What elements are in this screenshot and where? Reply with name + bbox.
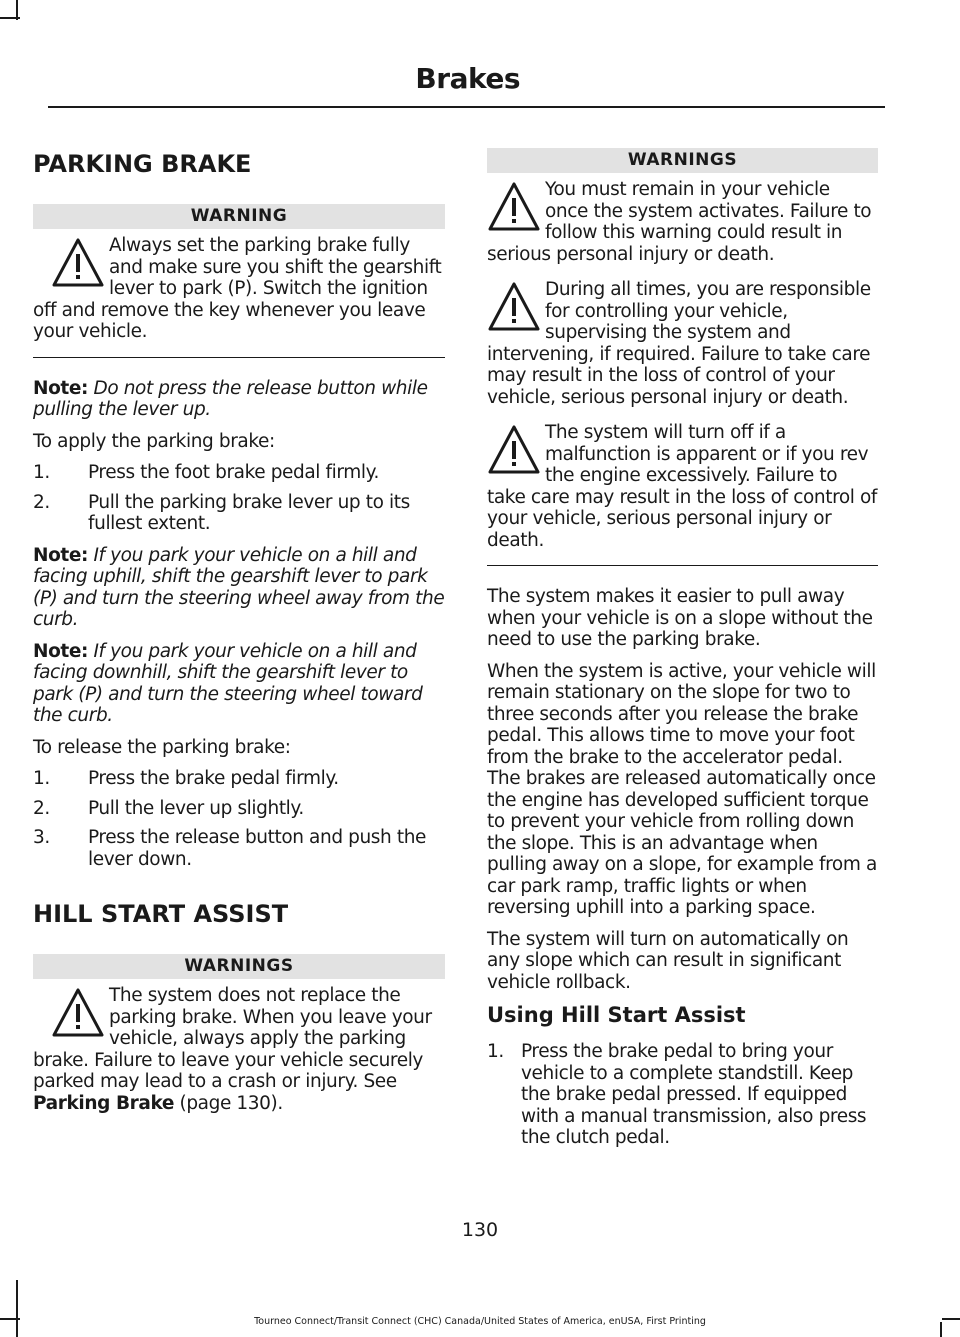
warning-text: You must remain in your vehicle once the system activates. Failure to follow this warning could result in serious personal injury or death.: [487, 179, 872, 265]
warning-text: Always set the parking brake fully and make sure you shift the gearshift lever to park (P). Switch the ignition off and remove the key whenever you leave your vehicle.: [33, 235, 442, 342]
using-hill-start-heading: Using Hill Start Assist: [487, 1003, 746, 1027]
warning-text: During all times, you are responsible for controlling your vehicle, supervising the system and intervening, if required. Failure to take care may result in the loss of control of your vehicle, serious personal injury or death.: [487, 279, 871, 408]
paragraph: When the system is active, your vehicle will remain stationary on the slope for two to three seconds after you release the brake pedal. This allows time to move your foot from the brake to the accelerator pedal. The brakes are released automatically once the engine has developed sufficient torque to prevent your vehicle from rolling down the slope. This is an advantage when pulling away on a slope, for example from a car park ramp, traffic lights or when reversing uphill into a parking space.: [487, 660, 877, 918]
header-rule: [48, 106, 885, 108]
page-number: 130: [461, 1219, 499, 1241]
warnings-band: WARNINGS: [487, 148, 878, 173]
note-text: If you park your vehicle on a hill and facing downhill, shift the gearshift lever to park (P) and turn the steering wheel toward the curb.: [33, 640, 423, 726]
warning-item: [487, 279, 878, 408]
note-text: Do not press the release button while pulling the lever up.: [33, 377, 428, 420]
warning-body: The system does not replace the parking brake. When you leave your vehicle, always apply the parking brake. Failure to leave your vehicle securely parked may lead to a crash or injury. See: [33, 985, 432, 1092]
footer-text: Tourneo Connect/Transit Connect (CHC) Canada/United States of America, enUSA, First Printing: [254, 1316, 706, 1327]
warning-triangle-icon: [487, 281, 541, 333]
note-label: Note:: [33, 377, 88, 399]
paragraph: The system will turn on automatically on any slope which can result in significant vehicle rollback.: [487, 928, 849, 993]
using-steps: [487, 1041, 878, 1149]
warnings-band: WARNINGS: [33, 954, 445, 979]
step-number: 3.: [33, 827, 50, 848]
warning-end-rule: [487, 565, 878, 566]
right-column: [487, 148, 878, 1159]
apply-intro: To apply the parking brake:: [33, 430, 275, 452]
list-item: [33, 768, 445, 790]
step-number: 1.: [33, 768, 50, 789]
paragraph: The system makes it easier to pull away when your vehicle is on a slope without the need to use the parking brake.: [487, 586, 873, 650]
note: [33, 545, 445, 631]
step-text: Press the brake pedal to bring your vehicle to a complete standstill. Keep the brake pedal pressed. If equipped with a manual transmission, also press the clutch pedal.: [521, 1041, 867, 1148]
hill-start-heading: HILL START ASSIST: [33, 900, 289, 928]
list-item: [487, 1041, 878, 1149]
step-number: 2.: [33, 491, 50, 513]
parking-brake-link[interactable]: Parking Brake: [33, 1092, 175, 1114]
list-item: [33, 492, 445, 535]
apply-steps: [33, 462, 445, 535]
release-steps: [33, 768, 445, 870]
warning-text: The system will turn off if a malfunction is apparent or if you rev the engine excessively. Failure to take care may result in the loss of control of your vehicle, serious personal injury or death.: [487, 422, 878, 551]
step-number: 2.: [33, 797, 50, 819]
list-item: [33, 462, 445, 484]
crop-mark: [0, 17, 20, 19]
warning-triangle-icon: [487, 424, 541, 476]
step-text: Press the foot brake pedal firmly.: [88, 462, 380, 483]
release-intro: To release the parking brake:: [33, 736, 291, 758]
warning-band: WARNING: [33, 204, 445, 229]
note: [33, 641, 445, 727]
step-number: 1.: [487, 1041, 504, 1062]
step-text: Pull the lever up slightly.: [88, 797, 304, 819]
warning-end-rule: [33, 357, 445, 358]
note-label: Note:: [33, 640, 88, 662]
step-text: Pull the parking brake lever up to its fullest extent.: [88, 491, 410, 534]
warning-triangle-icon: [51, 987, 105, 1039]
chapter-title: Brakes: [415, 62, 520, 95]
warning-triangle-icon: [487, 181, 541, 233]
note-label: Note:: [33, 544, 88, 566]
left-column: [33, 140, 445, 1128]
warning-triangle-icon: [51, 237, 105, 289]
warning-item: [33, 985, 445, 1114]
list-item: [33, 827, 445, 870]
step-number: 1.: [33, 462, 50, 483]
crop-mark: [16, 1280, 18, 1337]
warning-item: [487, 179, 878, 265]
parking-brake-heading: PARKING BRAKE: [33, 150, 252, 178]
warning-item: [33, 235, 445, 343]
warning-item: [487, 422, 878, 551]
step-text: Press the brake pedal firmly.: [88, 768, 339, 789]
page-reference: (page 130).: [174, 1092, 283, 1114]
note: [33, 378, 445, 421]
list-item: [33, 798, 445, 820]
step-text: Press the release button and push the lever down.: [88, 827, 427, 870]
note-text: If you park your vehicle on a hill and facing uphill, shift the gearshift lever to park (P) and turn the steering wheel away from the curb.: [33, 544, 445, 630]
